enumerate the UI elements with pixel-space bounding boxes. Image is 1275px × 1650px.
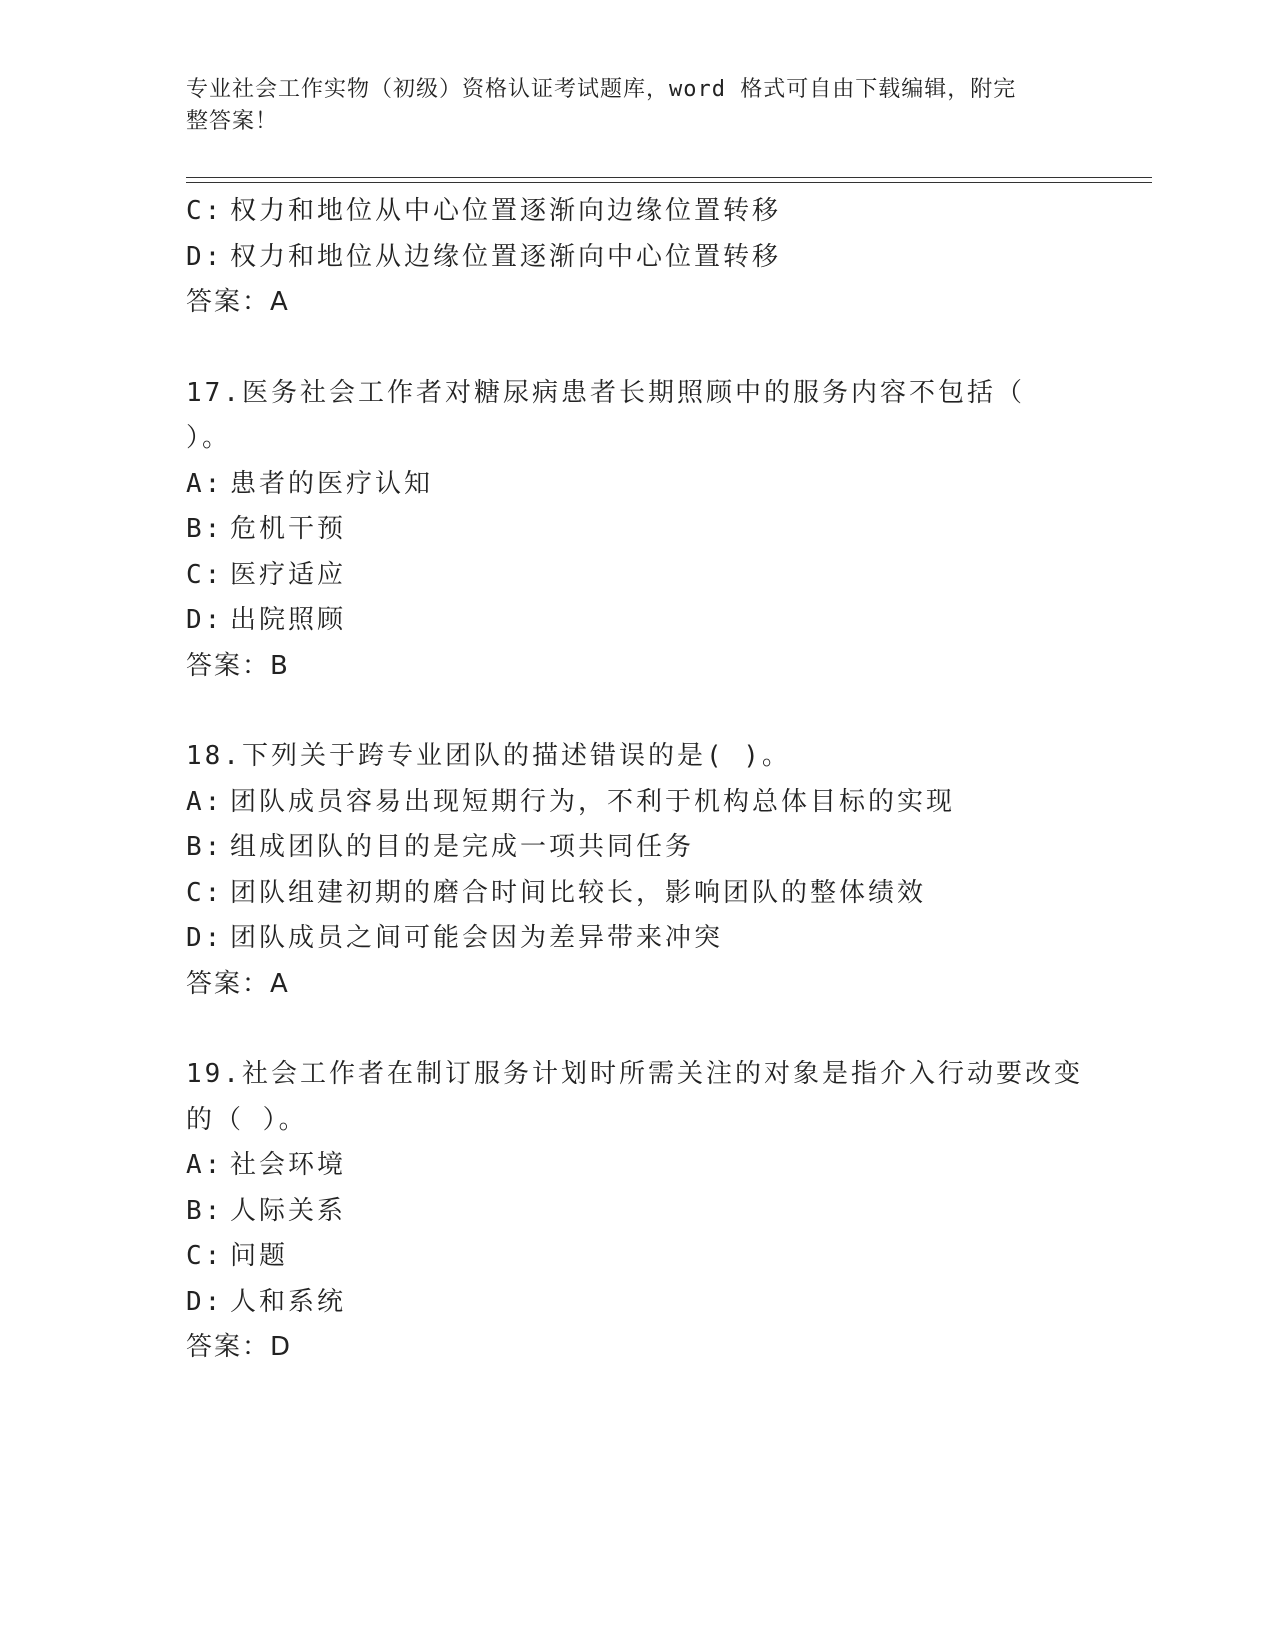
option-d [186,598,1086,644]
option-text: 组成团队的目的是完成一项共同任务 [230,832,695,862]
option-letter: A: [186,786,224,817]
option-c [186,189,1086,235]
answer-line: 答案：A [186,287,290,317]
question-content [186,189,1086,1371]
option-letter: D: [186,605,224,635]
header-divider-bottom [186,182,1152,183]
question-19 [186,1052,1086,1371]
question-18 [186,734,1086,1007]
option-b [186,1189,1086,1235]
option-text: 社会环境 [230,1150,347,1180]
option-text: 团队成员之间可能会因为差异带来冲突 [230,923,724,953]
option-letter: D: [186,923,224,953]
option-letter: B: [186,832,224,862]
header-divider-top [186,177,1152,178]
option-letter: B: [186,514,224,544]
option-letter: C: [186,1241,224,1271]
option-letter: C: [186,559,224,590]
header-line-2: 整答案！ [186,109,279,134]
prev-question-block [186,189,1086,326]
question-stem: 19.社会工作者在制订服务计划时所需关注的对象是指介入行动要改变 [186,1059,1083,1089]
option-b [186,825,1086,871]
option-letter: B: [186,1195,224,1226]
option-text: 团队成员容易出现短期行为，不利于机构总体目标的实现 [230,786,956,817]
option-text: 团队组建初期的磨合时间比较长，影响团队的整体绩效 [230,877,927,908]
option-c [186,1234,1086,1280]
option-text: 出院照顾 [230,605,347,635]
option-text: 权力和地位从中心位置逐渐向边缘位置转移 [230,196,782,226]
option-letter: A: [186,1150,224,1180]
header-line-1: 专业社会工作实物（初级）资格认证考试题库，word 格式可自由下载编辑，附完 [186,77,1017,102]
option-d [186,916,1086,962]
option-c [186,871,1086,917]
question-stem-continued: ）。 [186,423,232,453]
option-text: 权力和地位从边缘位置逐渐向中心位置转移 [230,241,782,272]
option-text: 问题 [230,1241,289,1271]
option-text: 人和系统 [230,1286,347,1317]
option-a [186,462,1086,508]
answer-line: 答案：D [186,1332,293,1362]
option-letter: C: [186,196,224,226]
question-stem-continued: 的（ ）。 [186,1104,308,1135]
spacer [186,326,1086,371]
option-text: 人际关系 [230,1195,347,1226]
page-header [186,74,1066,138]
answer-line: 答案：B [186,650,290,681]
option-d [186,235,1086,281]
option-c [186,553,1086,599]
spacer [186,689,1086,734]
option-letter: C: [186,877,224,908]
option-text: 危机干预 [230,514,347,544]
option-letter: D: [186,241,224,272]
question-stem: 17.医务社会工作者对糖尿病患者长期照顾中的服务内容不包括（ [186,377,1025,408]
option-d [186,1280,1086,1326]
question-17 [186,371,1086,690]
option-a [186,780,1086,826]
option-b [186,507,1086,553]
option-letter: D: [186,1286,224,1317]
answer-line: 答案：A [186,968,290,999]
option-text: 患者的医疗认知 [230,468,434,499]
option-a [186,1143,1086,1189]
option-letter: A: [186,468,224,499]
spacer [186,1007,1086,1052]
question-stem: 18.下列关于跨专业团队的描述错误的是( )。 [186,741,791,771]
option-text: 医疗适应 [230,559,347,590]
